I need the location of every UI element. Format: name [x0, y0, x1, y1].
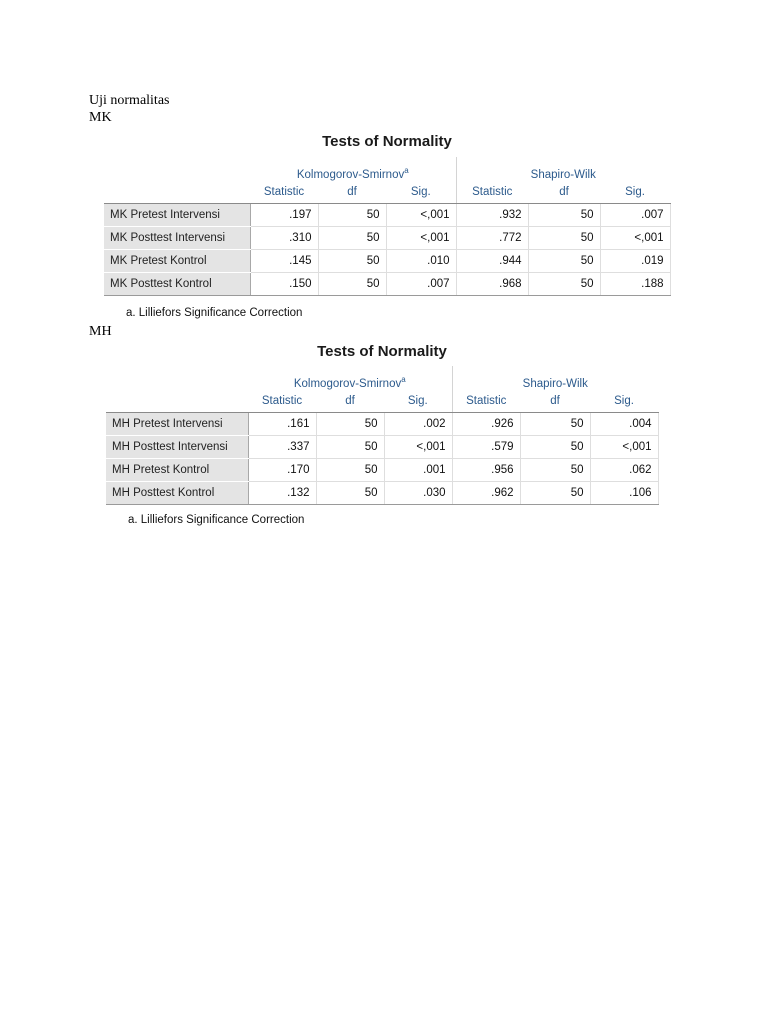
table-cell: .188: [600, 273, 670, 296]
table-cell: .030: [384, 482, 452, 505]
table-cell: 50: [528, 227, 600, 250]
normality-table-mh: [106, 366, 659, 505]
table-cell: .932: [456, 204, 528, 227]
table-row: [106, 413, 658, 436]
table-cell: <,001: [386, 204, 456, 227]
column-header: df: [316, 390, 384, 413]
table-title: Tests of Normality: [322, 133, 452, 150]
column-header: Sig.: [384, 390, 452, 413]
table-cell: 50: [528, 273, 600, 296]
row-label: MH Pretest Kontrol: [106, 459, 248, 482]
table-row: [104, 227, 670, 250]
corner-cell: [106, 366, 248, 390]
doc-heading: Uji normalitas: [89, 93, 170, 108]
table-cell: .132: [248, 482, 316, 505]
table-row: [106, 436, 658, 459]
table-cell: .170: [248, 459, 316, 482]
table-cell: .968: [456, 273, 528, 296]
table-cell: .956: [452, 459, 520, 482]
table-row: [104, 204, 670, 227]
table-cell: 50: [520, 413, 590, 436]
table-cell: .062: [590, 459, 658, 482]
table-cell: .002: [384, 413, 452, 436]
column-header: df: [318, 181, 386, 204]
table-cell: <,001: [386, 227, 456, 250]
table-row: [104, 273, 670, 296]
table-row: [106, 459, 658, 482]
group-header-sw: Shapiro-Wilk: [522, 378, 588, 390]
column-header: Sig.: [600, 181, 670, 204]
table-cell: .772: [456, 227, 528, 250]
table-row: [106, 482, 658, 505]
table-cell: 50: [318, 227, 386, 250]
table-cell: 50: [316, 482, 384, 505]
table-cell: .001: [384, 459, 452, 482]
section-label-mk: MK: [89, 110, 112, 125]
table-footnote: a. Lilliefors Significance Correction: [126, 307, 303, 319]
column-header: Sig.: [590, 390, 658, 413]
table-cell: 50: [318, 273, 386, 296]
table-cell: 50: [316, 413, 384, 436]
table-cell: 50: [316, 459, 384, 482]
corner-cell: [106, 390, 248, 413]
row-label: MH Posttest Kontrol: [106, 482, 248, 505]
table-cell: .197: [250, 204, 318, 227]
column-header: Statistic: [452, 390, 520, 413]
table-cell: .161: [248, 413, 316, 436]
row-label: MK Posttest Intervensi: [104, 227, 250, 250]
table-cell: .010: [386, 250, 456, 273]
table-cell: 50: [318, 204, 386, 227]
normality-table-mk: [104, 157, 671, 296]
row-label: MH Posttest Intervensi: [106, 436, 248, 459]
table-cell: .926: [452, 413, 520, 436]
table-cell: .579: [452, 436, 520, 459]
table-cell: .019: [600, 250, 670, 273]
table-title: Tests of Normality: [317, 343, 447, 360]
group-header-ks: Kolmogorov-Smirnov$^a$: [250, 157, 456, 181]
row-label: MK Pretest Intervensi: [104, 204, 250, 227]
table-cell: .106: [590, 482, 658, 505]
table-cell: .007: [386, 273, 456, 296]
group-header-ks: Kolmogorov-Smirnov$^a$: [248, 366, 452, 390]
column-header: Sig.: [386, 181, 456, 204]
column-header: Statistic: [456, 181, 528, 204]
table-footnote: a. Lilliefors Significance Correction: [128, 514, 305, 526]
table-cell: .337: [248, 436, 316, 459]
table-cell: .007: [600, 204, 670, 227]
row-label: MH Pretest Intervensi: [106, 413, 248, 436]
table-cell: .004: [590, 413, 658, 436]
table-cell: .145: [250, 250, 318, 273]
table-cell: <,001: [590, 436, 658, 459]
table-cell: 50: [528, 250, 600, 273]
group-header-sw: Shapiro-Wilk: [530, 169, 596, 181]
section-label-mh: MH: [89, 324, 112, 339]
column-header: df: [520, 390, 590, 413]
column-header: Statistic: [250, 181, 318, 204]
table-cell: <,001: [384, 436, 452, 459]
row-label: MK Posttest Kontrol: [104, 273, 250, 296]
corner-cell: [104, 157, 250, 181]
table-cell: 50: [520, 482, 590, 505]
table-cell: 50: [520, 459, 590, 482]
table-cell: 50: [520, 436, 590, 459]
corner-cell: [104, 181, 250, 204]
table-cell: .150: [250, 273, 318, 296]
column-header: Statistic: [248, 390, 316, 413]
table-cell: 50: [316, 436, 384, 459]
table-cell: .962: [452, 482, 520, 505]
table-cell: 50: [318, 250, 386, 273]
column-header: df: [528, 181, 600, 204]
table-cell: .944: [456, 250, 528, 273]
row-label: MK Pretest Kontrol: [104, 250, 250, 273]
table-row: [104, 250, 670, 273]
table-cell: 50: [528, 204, 600, 227]
table-cell: .310: [250, 227, 318, 250]
table-cell: <,001: [600, 227, 670, 250]
